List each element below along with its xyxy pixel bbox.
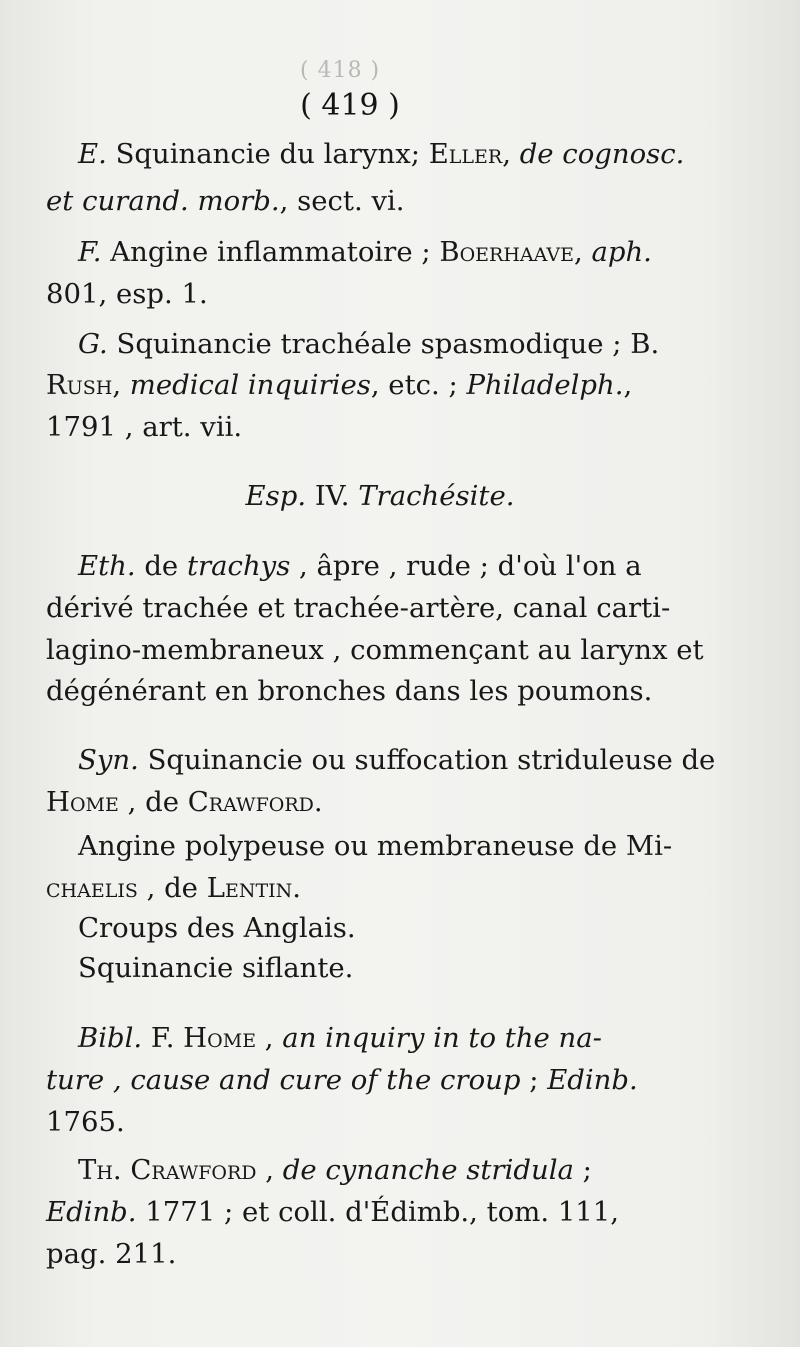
synonyms-line3: Angine polypeuse ou membraneuse de Mi- bbox=[78, 830, 673, 862]
separator: , bbox=[623, 369, 633, 401]
entry-text: Angine inflammatoire ; bbox=[101, 236, 440, 268]
work-title: ture , cause and cure of the croup bbox=[46, 1064, 521, 1096]
place-name: Edinb. bbox=[547, 1064, 638, 1096]
bibliography-line6: pag. 211. bbox=[46, 1238, 177, 1270]
separator: , bbox=[256, 1154, 283, 1186]
author-name: F. Home bbox=[142, 1022, 257, 1054]
etymology-word: trachys bbox=[186, 550, 291, 582]
entry-g-line2 bbox=[46, 367, 666, 403]
bibliography-label: Bibl. bbox=[78, 1022, 143, 1054]
entry-text: , de bbox=[137, 872, 207, 904]
entry-text: , etc. ; bbox=[370, 369, 467, 401]
entry-text: Squinancie ou suffocation striduleuse de bbox=[138, 744, 716, 776]
place-name: Philadelph. bbox=[466, 369, 624, 401]
entry-text: , âpre , rude ; d'où l'on a bbox=[290, 550, 642, 582]
author-name: Rush bbox=[46, 369, 113, 401]
entry-text: Squinancie trachéale spasmodique ; B. bbox=[107, 328, 660, 360]
entry-text: , de bbox=[118, 786, 188, 818]
bibliography-line3: 1765. bbox=[46, 1106, 125, 1138]
separator: , bbox=[502, 138, 520, 170]
entry-letter: G. bbox=[78, 328, 108, 360]
species-label: Esp. bbox=[245, 480, 307, 512]
author-name: chaelis bbox=[46, 872, 138, 904]
etymology-line4: dégénérant en bronches dans les poumons. bbox=[46, 675, 653, 707]
entry-text: , sect. vi. bbox=[279, 185, 405, 217]
page-number: ( 419 ) bbox=[300, 88, 400, 123]
entry-letter: E. bbox=[78, 138, 107, 170]
entry-letter: F. bbox=[78, 236, 102, 268]
work-title: et curand. morb. bbox=[46, 185, 280, 217]
bibliography-line4 bbox=[78, 1152, 698, 1188]
author-name: Home bbox=[46, 786, 119, 818]
synonyms-line2 bbox=[46, 784, 666, 820]
separator: ; bbox=[573, 1154, 592, 1186]
author-name: Eller bbox=[428, 138, 503, 170]
etymology-line2: dérivé trachée et trachée-artère, canal carti- bbox=[46, 592, 671, 624]
author-name: Lentin. bbox=[206, 872, 302, 904]
work-title: medical inquiries bbox=[129, 369, 371, 401]
separator: , bbox=[256, 1022, 283, 1054]
place-name: Edinb. bbox=[46, 1196, 137, 1228]
author-name: Crawford. bbox=[187, 786, 323, 818]
synonyms-line5: Croups des Anglais. bbox=[78, 912, 356, 944]
author-name: Th. Crawford bbox=[78, 1154, 257, 1186]
synonyms-line4 bbox=[46, 870, 666, 906]
species-name: Trachésite. bbox=[358, 480, 515, 512]
entry-text: 1771 ; et coll. d'Édimb., tom. 111, bbox=[136, 1196, 620, 1228]
work-title: an inquiry in to the na- bbox=[282, 1022, 602, 1054]
entry-f-line1 bbox=[78, 234, 698, 270]
entry-e-line2 bbox=[46, 183, 666, 219]
etymology-line3: lagino-membraneux , commençant au larynx et bbox=[46, 634, 704, 666]
entry-g-line3: 1791 , art. vii. bbox=[46, 411, 243, 443]
species-number: IV. bbox=[306, 480, 359, 512]
entry-e-line1 bbox=[78, 136, 698, 172]
bibliography-line1 bbox=[78, 1020, 698, 1056]
species-heading bbox=[0, 478, 760, 514]
reference: aph. bbox=[591, 236, 652, 268]
entry-text: Squinancie du larynx; bbox=[106, 138, 429, 170]
entry-text: de bbox=[135, 550, 187, 582]
etymology-label: Eth. bbox=[78, 550, 136, 582]
bibliography-line5 bbox=[46, 1194, 666, 1230]
synonyms-label: Syn. bbox=[78, 744, 139, 776]
separator: , bbox=[112, 369, 130, 401]
etymology-line1 bbox=[78, 548, 698, 584]
synonyms-line1 bbox=[78, 742, 716, 778]
work-title: de cynanche stridula bbox=[282, 1154, 574, 1186]
separator: , bbox=[573, 236, 592, 268]
synonyms-line6: Squinancie siflante. bbox=[78, 952, 354, 984]
entry-g-line1 bbox=[78, 326, 698, 362]
bleed-through-page-number: ( 418 ) bbox=[300, 58, 381, 83]
author-name: Boerhaave bbox=[439, 236, 574, 268]
bibliography-line2 bbox=[46, 1062, 666, 1098]
entry-f-line2: 801, esp. 1. bbox=[46, 278, 208, 310]
separator: ; bbox=[520, 1064, 548, 1096]
work-title: de cognosc. bbox=[519, 138, 685, 170]
